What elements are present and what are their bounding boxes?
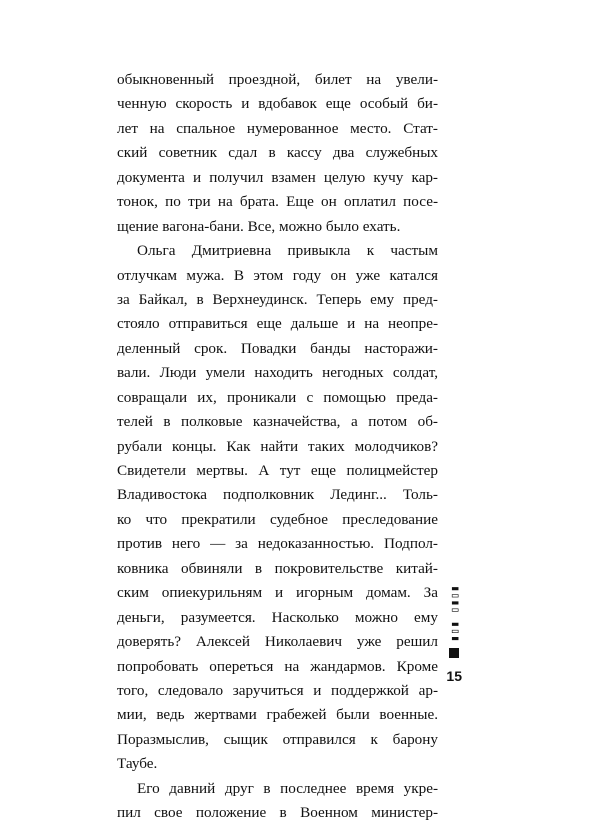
text-line: попробовать опереться на жандармов. Кроме	[117, 657, 438, 675]
text-line: Таубе.	[117, 755, 158, 773]
page-number: 15	[446, 668, 462, 684]
text-line: за Байкал, в Верхнеудинск. Теперь ему пред-	[117, 290, 438, 308]
series-side-glyphs: ▮▯▮ ▯▮▯▮	[447, 584, 461, 642]
text-line: ковника обвиняли в покровительстве китай-	[117, 559, 438, 577]
text-line: ский советник сдал в кассу два служебных	[117, 144, 438, 162]
text-line: вали. Люди умели находить негодных солдат,	[117, 364, 438, 382]
text-line: документа и получил взамен целую кучу кар-	[117, 168, 438, 186]
text-line: доверять? Алексей Николаевич уже решил	[117, 633, 438, 651]
text-line: деленный срок. Повадки банды насторажи-	[117, 339, 438, 357]
square-marker-icon	[449, 648, 459, 658]
text-line: ко что прекратили судебное преследование	[117, 510, 438, 528]
text-line: того, следовало заручиться и поддержкой ар-	[117, 681, 438, 699]
text-line: деньги, разумеется. Насколько можно ему	[117, 608, 438, 626]
text-line: стояло отправиться еще дальше и на неопре-	[117, 315, 438, 333]
text-line: отлучкам мужа. В этом году он уже катался	[117, 266, 438, 284]
series-side-mark	[446, 586, 462, 640]
text-line: телей в полковые казначейства, а потом об-	[117, 413, 438, 431]
text-line: обыкновенный проездной, билет на увели-	[117, 71, 438, 88]
text-line: рубали концы. Как найти таких молодчиков?	[117, 437, 438, 455]
text-line: мии, ведь жертвами грабежей были военные.	[117, 706, 438, 724]
text-line: против него — за недоказанностью. Подпол-	[117, 535, 438, 553]
text-line: совращали их, проникали с помощью преда-	[117, 388, 438, 406]
text-line: тонок, по три на брата. Еще он оплатил посе-	[117, 193, 438, 211]
text-line: Поразмыслив, сыщик отправился к барону	[117, 730, 438, 748]
text-line: щение вагона-бани. Все, можно было ехать.	[117, 217, 401, 235]
text-line: пил свое положение в Военном министер-	[117, 804, 438, 822]
text-line: Свидетели мертвы. А тут еще полицмейстер	[117, 462, 438, 479]
body-text	[117, 68, 438, 826]
text-line: Владивостока подполковник Лединг... Толь-	[117, 486, 438, 504]
text-line: ским опиекурильням и игорным домам. За	[117, 584, 438, 602]
text-line: лет на спальное нумерованное место. Стат-	[117, 119, 438, 137]
text-line: Ольга Дмитриевна привыкла к частым	[137, 242, 438, 260]
text-line: ченную скорость и вдобавок еще особый би-	[117, 95, 438, 113]
text-line: Его давний друг в последнее время укре-	[137, 779, 438, 797]
